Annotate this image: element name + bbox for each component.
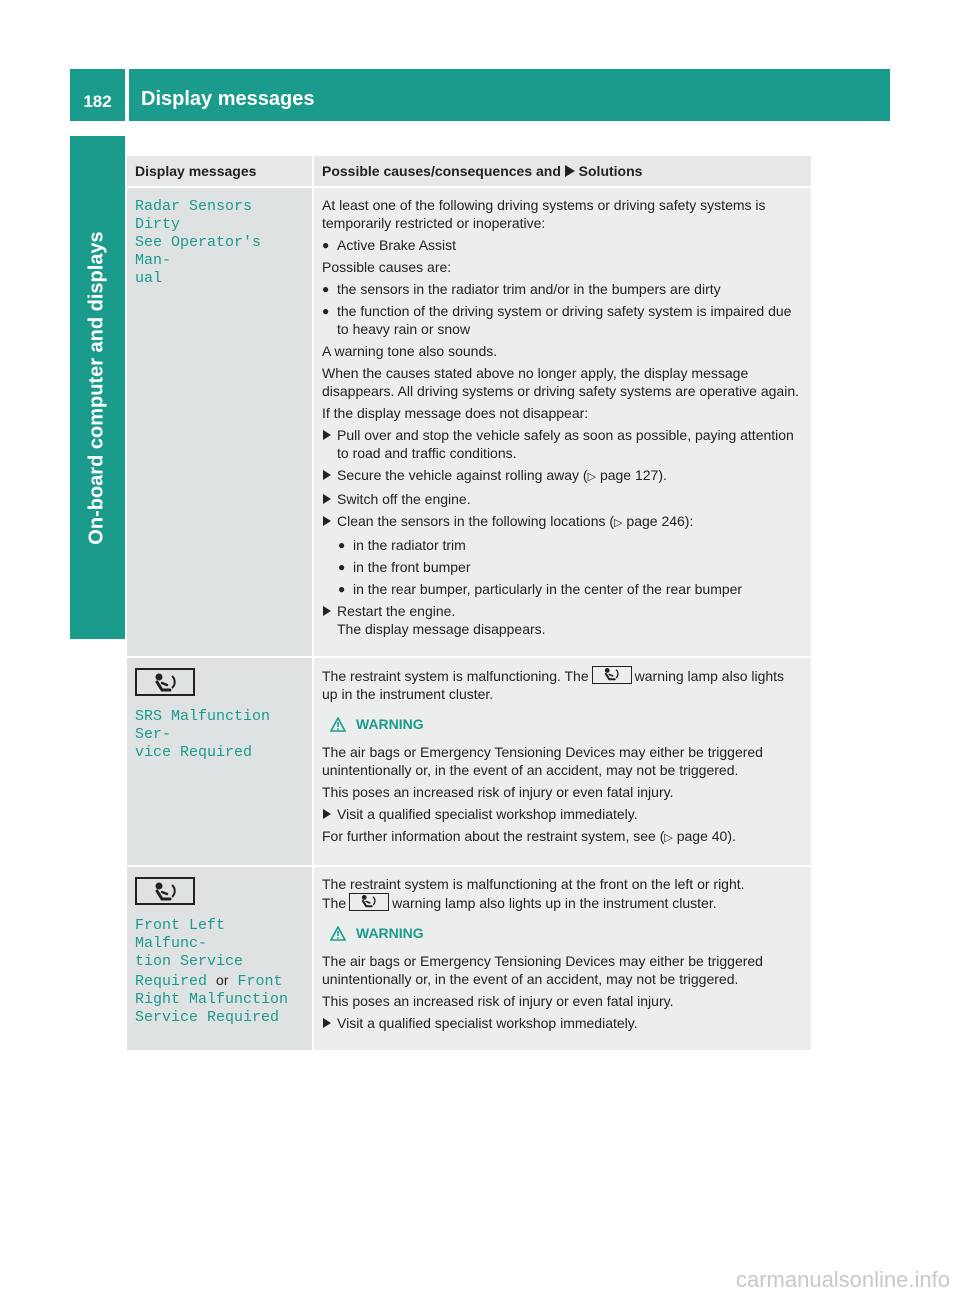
airbag-warning-icon — [592, 666, 632, 684]
side-tab-label: On-board computer and displays — [85, 231, 108, 545]
step-arrow-icon — [323, 516, 331, 526]
text-paragraph: The restraint system is malfunctioning. The warning lamp also lights up in the instrument cluster. — [322, 668, 785, 702]
footer-watermark: carmanualsonline.info — [735, 1267, 950, 1292]
list-item: ● in the front bumper — [338, 559, 471, 575]
instruction-step: Secure the vehicle against rolling away (▷ page 127). — [322, 466, 803, 486]
text-paragraph: For further information about the restraint system, see (▷ page 40). — [322, 828, 736, 844]
warning-triangle-icon — [330, 717, 346, 732]
causes-cell — [314, 865, 811, 1050]
page-title: Display messages — [129, 69, 890, 121]
display-message-cell — [127, 865, 314, 1050]
text-paragraph: At least one of the following driving systems or driving safety systems is temporarily restricted or inoperative: — [322, 197, 766, 231]
page-ref-icon: ▷ — [664, 832, 673, 844]
display-message-cell — [127, 656, 314, 865]
warning-heading: WARNING — [330, 715, 803, 733]
step-arrow-icon — [323, 606, 331, 616]
list-item: ● in the rear bumper, particularly in the center of the rear bumper — [338, 581, 743, 597]
text-paragraph: The restraint system is malfunctioning at the front on the left or right. — [322, 876, 745, 892]
instruction-step: Restart the engine. The display message disappears. — [322, 602, 803, 638]
display-message-text: Radar Sensors Dirty See Operator's Man‐ ual — [135, 198, 262, 287]
page-number: 182 — [70, 69, 125, 121]
display-messages-table — [127, 156, 811, 1050]
step-arrow-icon — [323, 494, 331, 504]
list-item: ● in the radiator trim — [338, 537, 466, 553]
airbag-warning-icon — [135, 668, 195, 696]
text-paragraph: The warning lamp also lights up in the instrument cluster. — [322, 895, 717, 911]
column-header-causes: Possible causes/consequences and Solutions — [314, 156, 811, 186]
list-item: ● Active Brake Assist — [322, 237, 457, 253]
step-arrow-icon — [323, 809, 331, 819]
table-row — [127, 186, 811, 656]
text-paragraph: This poses an increased risk of injury or even fatal injury. — [322, 993, 674, 1009]
list-item: ● the sensors in the radiator trim and/or in the bumpers are dirty — [322, 281, 721, 297]
airbag-warning-icon — [349, 893, 389, 911]
step-arrow-icon — [323, 430, 331, 440]
text-paragraph: If the display message does not disappear: — [322, 405, 589, 421]
display-message-text: SRS Malfunction Ser‐ vice Required — [135, 708, 271, 761]
text-paragraph: Possible causes are: — [322, 259, 452, 275]
instruction-step: Clean the sensors in the following locations (▷ page 246): — [322, 512, 803, 532]
step-arrow-icon — [565, 165, 575, 177]
instruction-step: Pull over and stop the vehicle safely as soon as possible, paying attention to road and traffic conditions. — [322, 426, 803, 462]
text-paragraph: A warning tone also sounds. — [322, 343, 498, 359]
text-paragraph: The air bags or Emergency Tensioning Devices may either be triggered unintentionally or, in the event of an accident, may not be triggered. — [322, 953, 763, 987]
warning-triangle-icon — [330, 926, 346, 941]
airbag-warning-icon — [135, 877, 195, 905]
step-arrow-icon — [323, 1018, 331, 1028]
warning-heading: WARNING — [330, 924, 803, 942]
page-ref-icon: ▷ — [587, 471, 597, 483]
step-arrow-icon — [323, 470, 331, 480]
instruction-step: Visit a qualified specialist workshop immediately. — [322, 805, 803, 823]
table-row — [127, 656, 811, 865]
causes-cell — [314, 186, 811, 656]
table-row — [127, 865, 811, 1050]
display-message-cell — [127, 186, 314, 656]
list-item: ● the function of the driving system or driving safety system is impaired due to heavy rain or snow — [322, 303, 792, 337]
column-header-display-messages: Display messages — [127, 156, 314, 186]
text-paragraph: The air bags or Emergency Tensioning Devices may either be triggered unintentionally or, in the event of an accident, may not be triggered. — [322, 744, 763, 778]
display-message-text: Front Left Malfunc‐ tion Service Required or Front Right Malfunction Service Required — [135, 917, 289, 1026]
text-paragraph: When the causes stated above no longer apply, the display message disappears. All driving systems or driving safety systems are operative again. — [322, 365, 799, 399]
page-ref-icon: ▷ — [614, 517, 623, 529]
text-paragraph: This poses an increased risk of injury or even fatal injury. — [322, 784, 674, 800]
causes-cell — [314, 656, 811, 865]
instruction-step: Visit a qualified specialist workshop immediately. — [322, 1014, 803, 1032]
instruction-step: Switch off the engine. — [322, 490, 803, 508]
